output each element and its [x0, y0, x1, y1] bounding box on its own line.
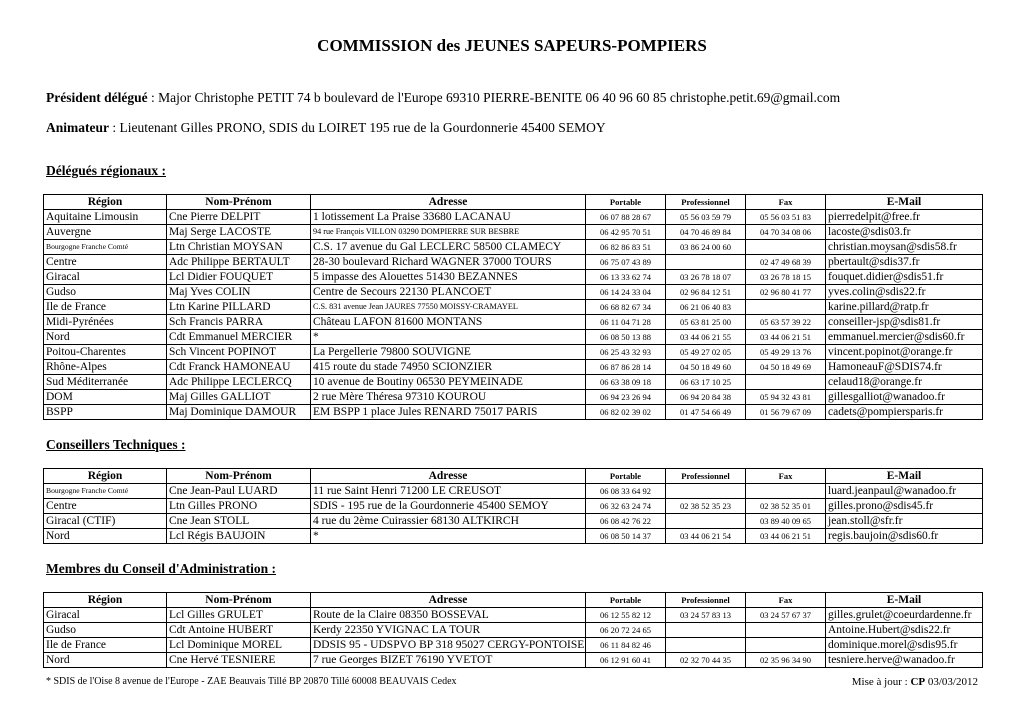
work-phone-cell — [666, 623, 746, 638]
fax-cell: 03 89 40 09 65 — [746, 514, 826, 529]
table-row — [44, 623, 983, 638]
mobile-cell: 06 63 38 09 18 — [586, 375, 666, 390]
region-cell: Giracal (CTIF) — [44, 514, 167, 529]
column-header: E-Mail — [826, 195, 983, 210]
name-cell: Ltn Christian MOYSAN — [167, 240, 311, 255]
region-cell: Nord — [44, 529, 167, 544]
table-row — [44, 225, 983, 240]
work-phone-cell: 03 26 78 18 07 — [666, 270, 746, 285]
work-phone-cell: 05 63 81 25 00 — [666, 315, 746, 330]
name-cell: Ltn Gilles PRONO — [167, 499, 311, 514]
name-cell: Maj Gilles GALLIOT — [167, 390, 311, 405]
table-header-row — [44, 195, 983, 210]
table-row — [44, 375, 983, 390]
region-cell: Centre — [44, 499, 167, 514]
region-cell: Nord — [44, 330, 167, 345]
email-cell: luard.jeanpaul@wanadoo.fr — [826, 484, 983, 499]
mobile-cell: 06 12 55 82 12 — [586, 608, 666, 623]
fax-cell: 04 70 34 08 06 — [746, 225, 826, 240]
table-row — [44, 499, 983, 514]
animateur-text: : Lieutenant Gilles PRONO, SDIS du LOIRET 195 rue de la Gourdonnerie 45400 SEMOY — [109, 120, 606, 135]
column-header: E-Mail — [826, 593, 983, 608]
region-cell: Gudso — [44, 623, 167, 638]
fax-cell: 03 44 06 21 51 — [746, 529, 826, 544]
region-cell: Bourgogne Franche Comté — [44, 484, 167, 499]
fax-cell: 04 50 18 49 69 — [746, 360, 826, 375]
name-cell: Sch Vincent POPINOT — [167, 345, 311, 360]
work-phone-cell — [666, 514, 746, 529]
table-row — [44, 330, 983, 345]
work-phone-cell: 04 70 46 89 84 — [666, 225, 746, 240]
address-cell: SDIS - 195 rue de la Gourdonnerie 45400 SEMOY — [311, 499, 586, 514]
name-cell: Cne Jean-Paul LUARD — [167, 484, 311, 499]
region-cell: Aquitaine Limousin — [44, 210, 167, 225]
footer-note: * SDIS de l'Oise 8 avenue de l'Europe - ZAE Beauvais Tillé BP 20870 Tillé 60008 BEAUVAIS Cedex — [46, 676, 457, 687]
work-phone-cell — [666, 638, 746, 653]
email-cell: fouquet.didier@sdis51.fr — [826, 270, 983, 285]
table-row — [44, 300, 983, 315]
name-cell: Maj Serge LACOSTE — [167, 225, 311, 240]
address-cell: 7 rue Georges BIZET 76190 YVETOT — [311, 653, 586, 668]
email-cell: lacoste@sdis03.fr — [826, 225, 983, 240]
table-row — [44, 270, 983, 285]
mobile-cell: 06 11 04 71 28 — [586, 315, 666, 330]
address-cell: 5 impasse des Alouettes 51430 BEZANNES — [311, 270, 586, 285]
name-cell: Adc Philippe LECLERCQ — [167, 375, 311, 390]
table-header-row — [44, 593, 983, 608]
work-phone-cell — [666, 255, 746, 270]
work-phone-cell: 05 49 27 02 05 — [666, 345, 746, 360]
fax-cell — [746, 484, 826, 499]
column-header: Fax — [746, 195, 826, 210]
fax-cell: 05 56 03 51 83 — [746, 210, 826, 225]
address-cell: * — [311, 330, 586, 345]
table-membres — [43, 592, 983, 668]
mobile-cell: 06 20 72 24 65 — [586, 623, 666, 638]
work-phone-cell: 06 21 06 40 83 — [666, 300, 746, 315]
region-cell: DOM — [44, 390, 167, 405]
animateur-line — [46, 120, 606, 136]
email-cell: gilles.prono@sdis45.fr — [826, 499, 983, 514]
president-label: Président délégué — [46, 90, 148, 105]
name-cell: Ltn Karine PILLARD — [167, 300, 311, 315]
table-row — [44, 653, 983, 668]
address-cell: * — [311, 529, 586, 544]
table-row — [44, 514, 983, 529]
column-header: Fax — [746, 469, 826, 484]
column-header: Professionnel — [666, 593, 746, 608]
fax-cell: 03 24 57 67 37 — [746, 608, 826, 623]
president-text: : Major Christophe PETIT 74 b boulevard de l'Europe 69310 PIERRE-BENITE 06 40 96 60 85 christophe.petit.69@gmail.com — [147, 90, 841, 105]
table-row — [44, 405, 983, 420]
mobile-cell: 06 75 07 43 89 — [586, 255, 666, 270]
section-title-delegues: Délégués régionaux : — [46, 163, 166, 178]
mobile-cell: 06 08 50 14 37 — [586, 529, 666, 544]
column-header: Région — [44, 195, 167, 210]
fax-cell — [746, 375, 826, 390]
table-row — [44, 255, 983, 270]
table-row — [44, 608, 983, 623]
region-cell: Nord — [44, 653, 167, 668]
mobile-cell: 06 68 82 67 34 — [586, 300, 666, 315]
address-cell: C.S. 17 avenue du Gal LECLERC 58500 CLAMECY — [311, 240, 586, 255]
fax-cell: 02 38 52 35 01 — [746, 499, 826, 514]
column-header: Adresse — [311, 195, 586, 210]
work-phone-cell: 03 44 06 21 55 — [666, 330, 746, 345]
region-cell: BSPP — [44, 405, 167, 420]
column-header: Portable — [586, 593, 666, 608]
email-cell: vincent.popinot@orange.fr — [826, 345, 983, 360]
address-cell: EM BSPP 1 place Jules RENARD 75017 PARIS — [311, 405, 586, 420]
fax-cell: 02 47 49 68 39 — [746, 255, 826, 270]
fax-cell: 03 44 06 21 51 — [746, 330, 826, 345]
table-row — [44, 638, 983, 653]
address-cell: Centre de Secours 22130 PLANCOET — [311, 285, 586, 300]
region-cell: Auvergne — [44, 225, 167, 240]
address-cell: 2 rue Mère Théresa 97310 KOUROU — [311, 390, 586, 405]
name-cell: Cne Jean STOLL — [167, 514, 311, 529]
column-header: Portable — [586, 469, 666, 484]
region-cell: Gudso — [44, 285, 167, 300]
region-cell: Giracal — [44, 608, 167, 623]
column-header: Fax — [746, 593, 826, 608]
mobile-cell: 06 08 33 64 92 — [586, 484, 666, 499]
document-title: COMMISSION des JEUNES SAPEURS-POMPIERS — [317, 36, 707, 55]
fax-cell: 03 26 78 18 15 — [746, 270, 826, 285]
table-row — [44, 484, 983, 499]
fax-cell: 02 35 96 34 90 — [746, 653, 826, 668]
email-cell: gilles.grulet@coeurdardenne.fr — [826, 608, 983, 623]
address-cell: Kerdy 22350 YVIGNAC LA TOUR — [311, 623, 586, 638]
region-cell: Rhône-Alpes — [44, 360, 167, 375]
column-header: Adresse — [311, 593, 586, 608]
mobile-cell: 06 14 24 33 04 — [586, 285, 666, 300]
fax-cell: 05 94 32 43 81 — [746, 390, 826, 405]
mobile-cell: 06 82 86 83 51 — [586, 240, 666, 255]
mobile-cell: 06 25 43 32 93 — [586, 345, 666, 360]
address-cell: 415 route du stade 74950 SCIONZIER — [311, 360, 586, 375]
work-phone-cell: 02 96 84 12 51 — [666, 285, 746, 300]
president-line — [46, 90, 840, 106]
fax-cell — [746, 638, 826, 653]
fax-cell — [746, 623, 826, 638]
address-cell: 1 lotissement La Praise 33680 LACANAU — [311, 210, 586, 225]
email-cell: christian.moysan@sdis58.fr — [826, 240, 983, 255]
fax-cell: 02 96 80 41 77 — [746, 285, 826, 300]
work-phone-cell: 05 56 03 59 79 — [666, 210, 746, 225]
mobile-cell: 06 94 23 26 94 — [586, 390, 666, 405]
email-cell: pbertault@sdis37.fr — [826, 255, 983, 270]
address-cell: 28-30 boulevard Richard WAGNER 37000 TOURS — [311, 255, 586, 270]
name-cell: Cne Hervé TESNIERE — [167, 653, 311, 668]
name-cell: Cdt Antoine HUBERT — [167, 623, 311, 638]
address-cell: Château LAFON 81600 MONTANS — [311, 315, 586, 330]
name-cell: Cne Pierre DELPIT — [167, 210, 311, 225]
section-title-conseillers: Conseillers Techniques : — [46, 437, 186, 452]
email-cell: gillesgalliot@wanadoo.fr — [826, 390, 983, 405]
mobile-cell: 06 13 33 62 74 — [586, 270, 666, 285]
name-cell: Maj Dominique DAMOUR — [167, 405, 311, 420]
region-cell: Midi-Pyrénées — [44, 315, 167, 330]
table-row — [44, 315, 983, 330]
table-row — [44, 285, 983, 300]
update-label: Mise à jour : — [851, 676, 911, 688]
email-cell: dominique.morel@sdis95.fr — [826, 638, 983, 653]
fax-cell: 05 63 57 39 22 — [746, 315, 826, 330]
name-cell: Lcl Régis BAUJOIN — [167, 529, 311, 544]
email-cell: regis.baujoin@sdis60.fr — [826, 529, 983, 544]
fax-cell: 01 56 79 67 09 — [746, 405, 826, 420]
update-author: CP — [910, 676, 926, 688]
table-row — [44, 390, 983, 405]
work-phone-cell: 02 32 70 44 35 — [666, 653, 746, 668]
fax-cell — [746, 240, 826, 255]
mobile-cell: 06 08 42 76 22 — [586, 514, 666, 529]
table-row — [44, 345, 983, 360]
column-header: Région — [44, 469, 167, 484]
name-cell: Sch Francis PARRA — [167, 315, 311, 330]
address-cell: 10 avenue de Boutiny 06530 PEYMEINADE — [311, 375, 586, 390]
email-cell: jean.stoll@sfr.fr — [826, 514, 983, 529]
address-cell: DDSIS 95 - UDSPVO BP 318 95027 CERGY-PONTOISE — [311, 638, 586, 653]
email-cell: pierredelpit@free.fr — [826, 210, 983, 225]
region-cell: Ile de France — [44, 300, 167, 315]
name-cell: Cdt Emmanuel MERCIER — [167, 330, 311, 345]
table-row — [44, 360, 983, 375]
table-conseillers — [43, 468, 983, 544]
column-header: E-Mail — [826, 469, 983, 484]
region-cell: Sud Méditerranée — [44, 375, 167, 390]
table-row — [44, 529, 983, 544]
email-cell: Antoine.Hubert@sdis22.fr — [826, 623, 983, 638]
mobile-cell: 06 32 63 24 74 — [586, 499, 666, 514]
work-phone-cell: 06 63 17 10 25 — [666, 375, 746, 390]
name-cell: Lcl Didier FOUQUET — [167, 270, 311, 285]
mobile-cell: 06 82 02 39 02 — [586, 405, 666, 420]
name-cell: Maj Yves COLIN — [167, 285, 311, 300]
mobile-cell: 06 87 86 28 14 — [586, 360, 666, 375]
name-cell: Adc Philippe BERTAULT — [167, 255, 311, 270]
address-cell: C.S. 831 avenue Jean JAURES 77550 MOISSY-CRAMAYEL — [311, 300, 586, 315]
email-cell: tesniere.herve@wanadoo.fr — [826, 653, 983, 668]
work-phone-cell: 04 50 18 49 60 — [666, 360, 746, 375]
work-phone-cell: 03 44 06 21 54 — [666, 529, 746, 544]
work-phone-cell: 06 94 20 84 38 — [666, 390, 746, 405]
mobile-cell: 06 12 91 60 41 — [586, 653, 666, 668]
footer-update — [852, 676, 978, 688]
address-cell: 11 rue Saint Henri 71200 LE CREUSOT — [311, 484, 586, 499]
column-header: Région — [44, 593, 167, 608]
email-cell: cadets@pompiersparis.fr — [826, 405, 983, 420]
column-header: Nom-Prénom — [167, 195, 311, 210]
fax-cell — [746, 300, 826, 315]
email-cell: conseiller-jsp@sdis81.fr — [826, 315, 983, 330]
address-cell: La Pergellerie 79800 SOUVIGNE — [311, 345, 586, 360]
column-header: Nom-Prénom — [167, 593, 311, 608]
table-header-row — [44, 469, 983, 484]
email-cell: HamoneauF@SDIS74.fr — [826, 360, 983, 375]
column-header: Professionnel — [666, 195, 746, 210]
mobile-cell: 06 11 84 82 46 — [586, 638, 666, 653]
work-phone-cell: 02 38 52 35 23 — [666, 499, 746, 514]
mobile-cell: 06 07 88 28 67 — [586, 210, 666, 225]
name-cell: Lcl Dominique MOREL — [167, 638, 311, 653]
update-date: 03/03/2012 — [925, 676, 978, 688]
table-delegues — [43, 194, 983, 420]
email-cell: celaud18@orange.fr — [826, 375, 983, 390]
work-phone-cell: 03 24 57 83 13 — [666, 608, 746, 623]
region-cell: Bourgogne Franche Comté — [44, 240, 167, 255]
work-phone-cell — [666, 484, 746, 499]
region-cell: Poitou-Charentes — [44, 345, 167, 360]
section-title-membres: Membres du Conseil d'Administration : — [46, 561, 277, 576]
address-cell: 94 rue François VILLON 03290 DOMPIERRE SUR BESBRE — [311, 225, 586, 240]
email-cell: emmanuel.mercier@sdis60.fr — [826, 330, 983, 345]
table-row — [44, 210, 983, 225]
region-cell: Giracal — [44, 270, 167, 285]
work-phone-cell: 01 47 54 66 49 — [666, 405, 746, 420]
name-cell: Lcl Gilles GRULET — [167, 608, 311, 623]
column-header: Professionnel — [666, 469, 746, 484]
email-cell: karine.pillard@ratp.fr — [826, 300, 983, 315]
column-header: Adresse — [311, 469, 586, 484]
mobile-cell: 06 42 95 70 51 — [586, 225, 666, 240]
address-cell: 4 rue du 2ème Cuirassier 68130 ALTKIRCH — [311, 514, 586, 529]
region-cell: Ile de France — [44, 638, 167, 653]
region-cell: Centre — [44, 255, 167, 270]
address-cell: Route de la Claire 08350 BOSSEVAL — [311, 608, 586, 623]
fax-cell: 05 49 29 13 76 — [746, 345, 826, 360]
table-row — [44, 240, 983, 255]
column-header: Nom-Prénom — [167, 469, 311, 484]
animateur-label: Animateur — [46, 120, 109, 135]
mobile-cell: 06 08 50 13 88 — [586, 330, 666, 345]
column-header: Portable — [586, 195, 666, 210]
work-phone-cell: 03 86 24 00 60 — [666, 240, 746, 255]
name-cell: Cdt Franck HAMONEAU — [167, 360, 311, 375]
email-cell: yves.colin@sdis22.fr — [826, 285, 983, 300]
